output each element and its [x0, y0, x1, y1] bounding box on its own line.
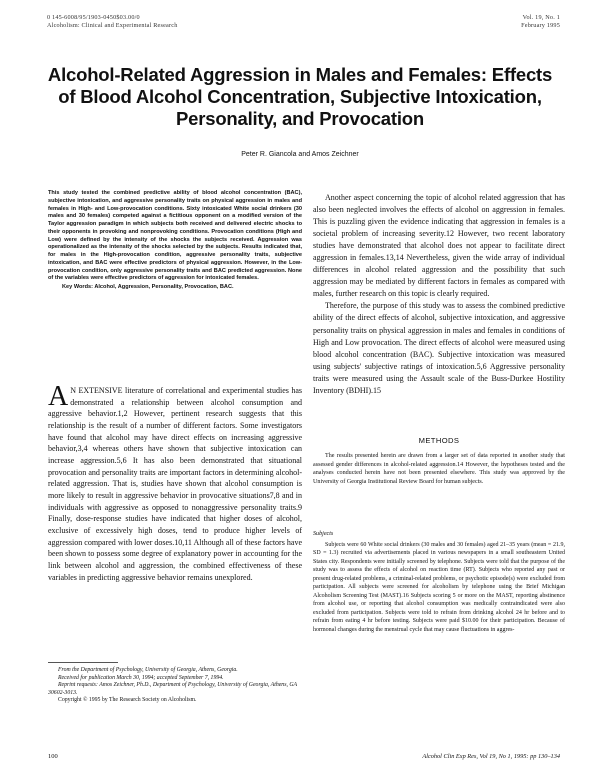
right-column-text	[313, 192, 565, 397]
page-number: 100	[48, 753, 58, 760]
drop-cap: A	[48, 381, 69, 412]
methods-heading: METHODS	[418, 436, 460, 445]
methods-intro: The results presented herein are drawn from a larger set of data reported in another study that assessed gender differences in alcohol-related aggression.14 However, the hypotheses tested and the analyses conducted herein have not been presented elsewhere. This study was approved by the University of Georgia Institutional Review Board for human subjects.	[313, 453, 565, 486]
paragraph-female-aggression: Another aspect concerning the topic of alcohol related aggression that has also been neglected involves the effects of alcohol on aggression in females. This is puzzling given the evidence indicating that aggression in females is a societal problem of increasing severity.12 However, two recent laboratory studies have demonstrated that alcohol does not appear to facilitate direct aggression in females.13,14 Nevertheless, given the wide array of individual differences in alcohol related aggression and the possibility that such aggression may be mediated by different factors in females as compared with males, further research on this topic is clearly required.	[313, 193, 565, 299]
introduction	[48, 381, 302, 583]
date-line: February 1995	[521, 22, 560, 29]
subjects-heading: Subjects	[313, 531, 334, 537]
abstract-text: This study tested the combined predictive ability of blood alcohol concentration (BAC), subjective intoxication, and aggressive personality traits on physical aggression in males and females in High- and Low-provocation conditions. Sixty intoxicated White social drinkers (30 males and 30 females) competed against a fictitious opponent on a modified version of the Taylor aggression paradigm in which subjects both received and delivered electric shocks to their opponents in provoking and nonprovoking conditions. Provocation conditions (High and Low) were defined by the intensity of the shocks the subjects received. Aggression was operationalized as the intensity of the shocks selected by the subjects. Results indicated that, for males in the High-provocation condition, aggressive personality traits, subjective intoxication, and BAC were effective predictors of physical aggression. However, in the Low-provocation condition, only aggressive personality traits and BAC predicted aggression. None of the variables were effective predictors of aggression for intoxicated females.	[48, 190, 302, 282]
footnote-divider	[48, 662, 118, 663]
journal-citation: Alcohol Clin Exp Res, Vol 19, No 1, 1995: pp 130–134	[422, 753, 560, 760]
affiliation-note: From the Department of Psychology, University of Georgia, Athens, Georgia.	[58, 667, 238, 673]
abstract	[48, 190, 302, 292]
paragraph-study-purpose: Therefore, the purpose of this study was to assess the combined predictive ability of the direct effects of alcohol, subjective intoxication, and aggressive personality traits on physical aggression in males and females in conditions of High and Low provocation. The direct effects of alcohol were measured using blood alcohol concentration (BAC). Subjective intoxication was measured using subjects' subjective ratings of intoxication.5,6 Aggressive personality traits were measured using the Assault scale of the Buss-Durkee Hostility Inventory (BDHI).15	[313, 301, 565, 395]
running-header-left	[47, 14, 178, 30]
copyright-note: Copyright © 1995 by The Research Society on Alcoholism.	[58, 697, 197, 704]
keywords: Key Words: Alcohol, Aggression, Personality, Provocation, BAC.	[62, 284, 234, 290]
journal-name-line: Alcoholism: Clinical and Experimental Research	[47, 22, 178, 29]
volume-line: Vol. 19, No. 1	[522, 14, 560, 21]
issn-line: 0 145-6008/95/1903-0450$03.00/0	[47, 14, 140, 21]
footnotes	[48, 667, 302, 705]
running-header-right	[521, 14, 560, 30]
article-title: Alcohol-Related Aggression in Males and Females: Effects of Blood Alcohol Concentration, Subjective Intoxication, Personality, and Provocation	[47, 64, 553, 129]
reprints-note: Reprint requests: Amos Zeichner, Ph.D., Department of Psychology, University of Georgia, Athens, GA 30602-3013.	[48, 682, 297, 696]
author-line: Peter R. Giancola and Amos Zeichner	[241, 151, 359, 158]
introduction-text: N EXTENSIVE literature of correlational and experimental studies has demonstrated a relationship between alcohol consumption and aggressive behavior.1,2 However, pertinent research suggests that this relationship is the result of a number of different factors. Some investigators have found that alcohol may have direct effects on increasing aggressive behavior,3,4 whereas others have shown that subjective intoxication can increase aggression.5,6 It has also been demonstrated that situational provocation and personality traits are important factors in determining alcohol-related aggression. That is, studies have shown that alcohol consumption is more likely to result in aggressive behavior in provocative situations7,8 and in individuals with aggressive as opposed to nonaggressive personality traits.9 Finally, dose-response studies have indicated that higher doses of alcohol, exclusive of excessively high doses, tend to produce higher levels of aggression compared with lower doses.10,11 Although all of these factors have been shown to possess some degree of explanatory power in accounting for the link between alcohol and aggression, the combined effectiveness of these variables in predicting aggressive behavior remains unexplored.	[48, 386, 302, 582]
subjects-paragraph: Subjects were 60 White social drinkers (30 males and 30 females) aged 21–35 years (mean = 21.9, SD = 1.3) recruited via advertisements placed in various newspapers in a small southeastern United States city. Respondents were initially screened by telephone. Subjects were told that the purpose of the study was to assess the effects of alcohol on reaction time (RT). Subjects who reported any past or present drug-related problems, a criminal-related problems, or psychotic episode(s) were excluded from participation. All subjects were screened for alcoholism by telephone using the Brief Michigan Alcoholism Screening Test (MAST).16 Subjects scoring 5 or more on the MAST, reporting abstinence from alcohol use, or reporting that alcohol consumption was medically contraindicated were also excluded from participation. Subjects were told to refrain from drinking alcohol 24 hr before and to refrain from eating 4 hr before testing. Subjects were paid $10.00 for their participation. Because of hormonal changes during the menstrual cycle that may cause fluctuations in aggres-	[313, 542, 565, 633]
received-note: Received for publication March 30, 1994; accepted September 7, 1994.	[58, 674, 224, 681]
